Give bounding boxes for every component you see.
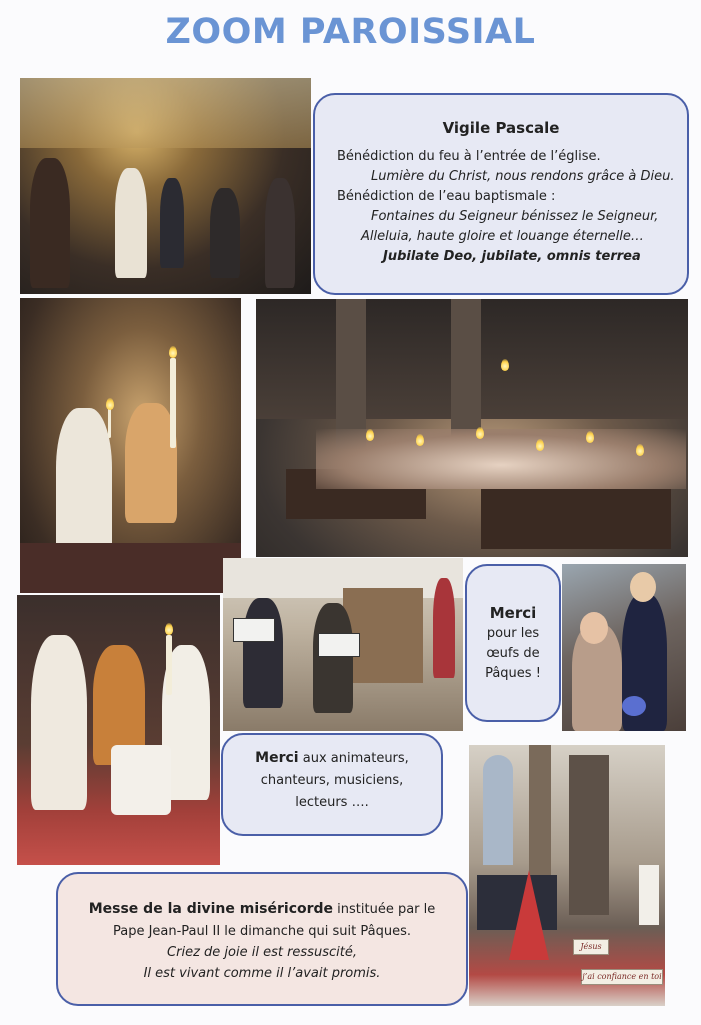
- messe-bold: Messe de la divine miséricorde: [88, 901, 334, 917]
- photo-fire-blessing: [20, 78, 311, 294]
- merci-anim-rest: aux animateurs,: [298, 751, 409, 766]
- vigile-pascale-box: [313, 93, 689, 295]
- messe-line-3: Criez de joie il est ressuscité,: [167, 945, 357, 960]
- vigile-line-5: Alleluia, haute gloire et louange éternelle…: [361, 229, 644, 244]
- photo-nave-candles: [256, 299, 688, 557]
- merci-animateurs-box: [221, 733, 443, 836]
- photo-girl-eggs: [562, 564, 686, 731]
- merci-oeufs-line-2: œufs de: [486, 646, 540, 661]
- photo-musicians: [223, 558, 463, 731]
- photo-priests-altar: [17, 595, 220, 865]
- merci-oeufs-box: [465, 564, 561, 722]
- sign-confiance: j’ai confiance en toi: [581, 969, 663, 985]
- messe-line-4: Il est vivant comme il l’avait promis.: [143, 966, 381, 981]
- merci-anim-line-3: lecteurs ….: [295, 795, 369, 810]
- messe-line-1: [58, 898, 466, 921]
- photo-altar-candle: [20, 298, 241, 593]
- vigile-line-6: Jubilate Deo, jubilate, omnis terrea: [383, 249, 641, 264]
- photo-chapel-mercy: [469, 745, 665, 1006]
- merci-oeufs-line-3: Pâques !: [485, 666, 541, 681]
- vigile-line-1: Bénédiction du feu à l’entrée de l’église.: [337, 149, 601, 164]
- merci-anim-line-2: chanteurs, musiciens,: [260, 773, 404, 788]
- vigile-line-2: Lumière du Christ, nous rendons grâce à Dieu.: [371, 169, 675, 184]
- vigile-line-4: Fontaines du Seigneur bénissez le Seigneur,: [371, 209, 659, 224]
- page-title: ZOOM PAROISSIAL: [165, 12, 536, 52]
- vigile-line-3: Bénédiction de l’eau baptismale :: [337, 189, 556, 204]
- vigile-heading: Vigile Pascale: [442, 119, 560, 137]
- merci-anim-line-1: [223, 747, 441, 770]
- messe-line-2: Pape Jean-Paul II le dimanche qui suit Pâques.: [112, 924, 412, 939]
- merci-oeufs-heading: Merci: [489, 604, 537, 622]
- merci-oeufs-line-1: pour les: [486, 626, 540, 641]
- messe-misericorde-box: [56, 872, 468, 1006]
- sign-jesus: Jésus: [573, 939, 609, 955]
- messe-rest: instituée par le: [333, 902, 436, 917]
- merci-anim-bold: Merci: [255, 750, 299, 766]
